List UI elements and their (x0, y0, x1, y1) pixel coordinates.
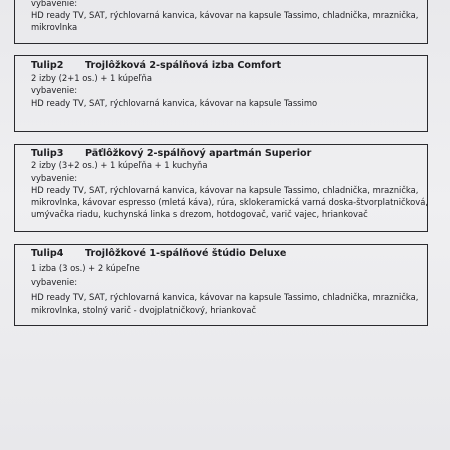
room-heading (31, 248, 286, 259)
equipment-line: umývačka riadu, kuchynská linka s drezom, hotdogovač, varič vajec, hriankovač (31, 209, 368, 219)
room-card-tulip4 (14, 244, 428, 326)
room-card-partial (14, 0, 428, 44)
room-heading (31, 148, 311, 159)
room-title: Trojlôžkové 1-spálňové štúdio Deluxe (85, 248, 287, 259)
room-capacity: 2 izby (2+1 os.) + 1 kúpeľňa (31, 73, 152, 83)
equipment-label: vybavenie: (31, 85, 78, 95)
room-heading (31, 60, 281, 71)
room-card-tulip3 (14, 144, 428, 232)
room-title: Päťlôžkový 2-spálňový apartmán Superior (85, 148, 312, 159)
room-code: Tulip4 (31, 248, 64, 259)
room-code: Tulip3 (31, 148, 64, 159)
equipment-label: vybavenie: (31, 0, 78, 8)
equipment-line: mikrovlnka (31, 22, 78, 32)
equipment-line: mikrovlnka, stolný varič - dvojplatničkový, hriankovač (31, 305, 257, 315)
equipment-line: HD ready TV, SAT, rýchlovarná kanvica, kávovar na kapsule Tassimo, chladnička, mraznička, (31, 185, 419, 195)
room-capacity: 2 izby (3+2 os.) + 1 kúpeľňa + 1 kuchyňa (31, 160, 208, 170)
room-card-tulip2 (14, 55, 428, 132)
equipment-label: vybavenie: (31, 277, 78, 287)
equipment-line: HD ready TV, SAT, rýchlovarná kanvica, kávovar na kapsule Tassimo, chladnička, mraznička, (31, 292, 419, 302)
room-capacity: 1 izba (3 os.) + 2 kúpeľne (31, 263, 140, 273)
equipment-line: HD ready TV, SAT, rýchlovarná kanvica, kávovar na kapsule Tassimo (31, 98, 318, 108)
equipment-label: vybavenie: (31, 173, 78, 183)
room-code: Tulip2 (31, 60, 64, 71)
room-title: Trojlôžková 2-spálňová izba Comfort (85, 60, 282, 71)
equipment-line: HD ready TV, SAT, rýchlovarná kanvica, kávovar na kapsule Tassimo, chladnička, mraznička, (31, 10, 419, 20)
equipment-line: mikrovlnka, kávovar espresso (mletá káva), rúra, sklokeramická varná doska-štvorplatničková, (31, 197, 429, 207)
